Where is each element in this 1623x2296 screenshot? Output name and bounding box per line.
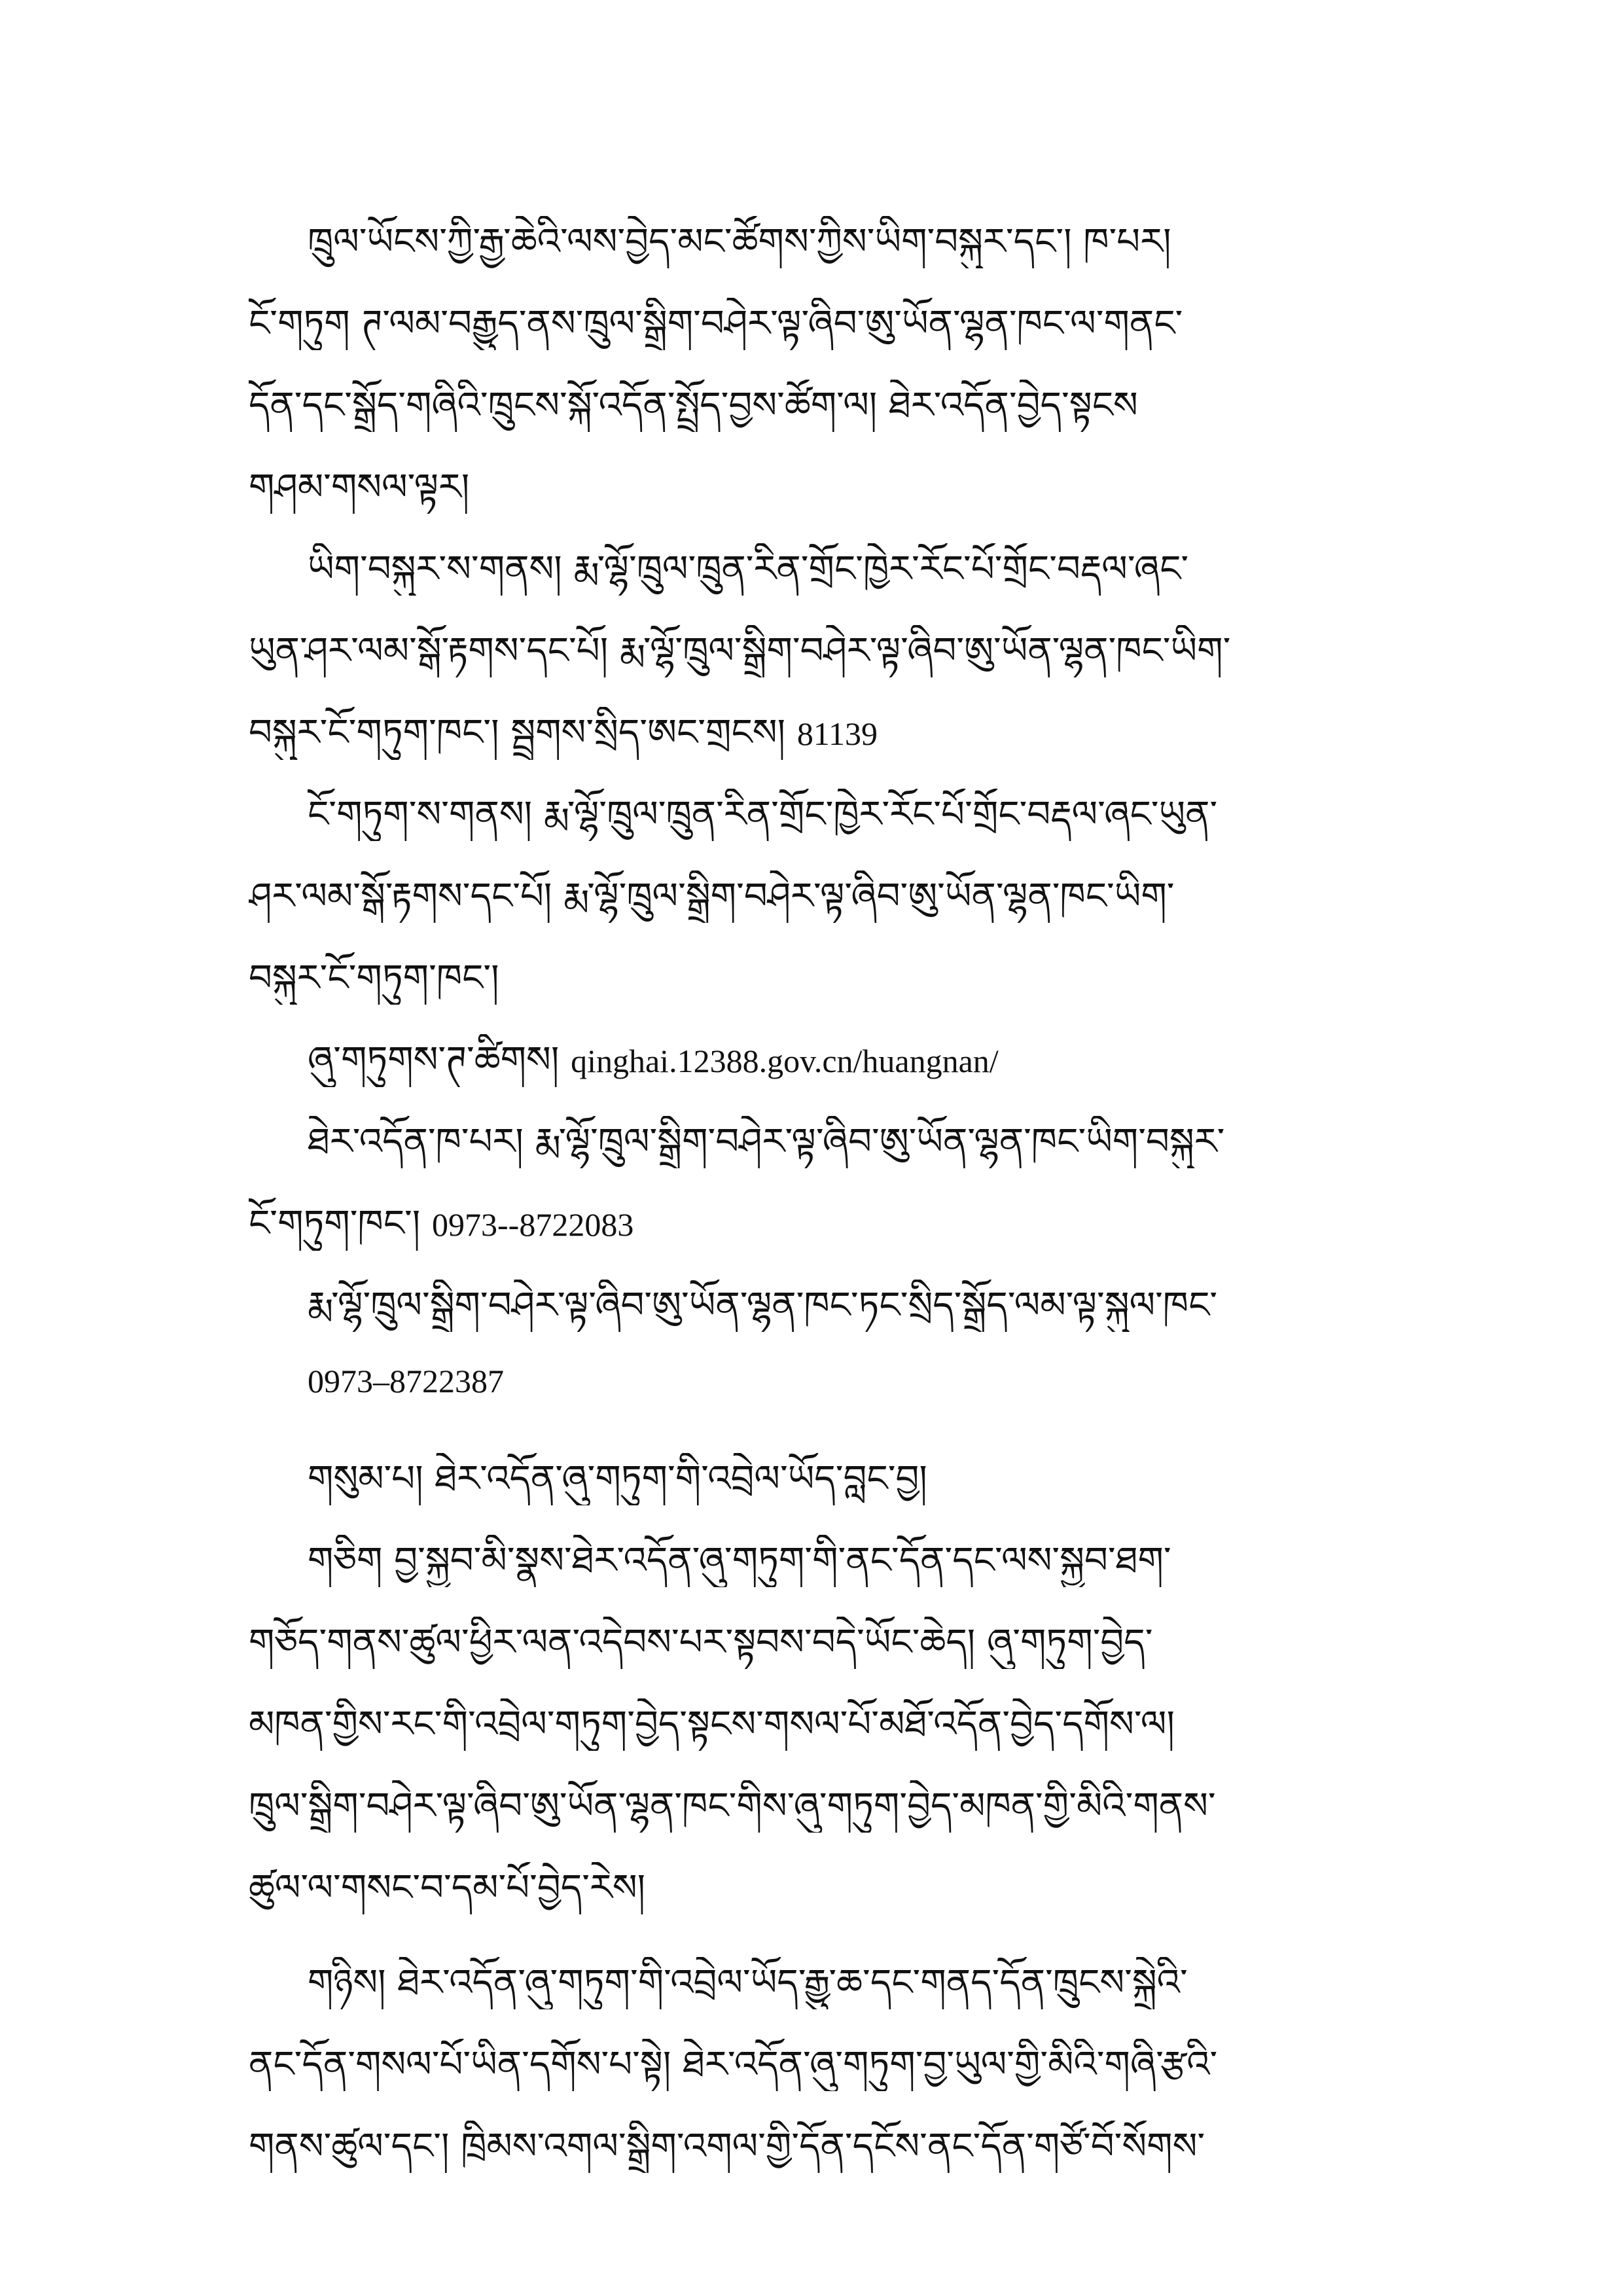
paragraph-line: ཤར་ལམ་སྒོ་རྟགས་དང་པོ། རྨ་ལྷོ་ཁྲུལ་སྒྲིག་བཤེར་ལྟ་ཞིབ་ཨུ་ཡོན་ལྷན་ཁང་ཡིག་ xyxy=(249,875,1175,918)
website-url[interactable]: qinghai.12388.gov.cn/huangnan/ xyxy=(571,1043,999,1079)
paragraph-line: བསྐུར་ངོ་གཏུག་ཁང་། xyxy=(249,957,499,999)
postal-label: བསྐུར་ངོ་གཏུག་ཁང་། སྦྲགས་སྲིད་ཨང་གྲངས། xyxy=(249,711,786,754)
website-line xyxy=(308,1034,1374,1087)
paragraph-line: གཅོད་གནས་ཚུལ་ཕྱིར་ལན་འདེབས་པར་སྟབས་བདེ་ཡོང་ཆེད། ཞུ་གཏུག་བྱེད་ xyxy=(249,1621,1153,1664)
paragraph-line: ཡུན་ཤར་ལམ་སྒོ་རྟགས་དང་པོ། རྨ་ལྷོ་ཁྲུལ་སྒྲིག་བཤེར་ལྟ་ཞིབ་ཨུ་ཡོན་ལྷན་ཁང་ཡིག་ xyxy=(249,630,1231,672)
paragraph-line: ངོ་གཏུག ཊ་ལམ་བརྒྱུད་ནས་ཁྲུལ་སྒྲིག་བཤེར་ལྟ་ཞིབ་ཨུ་ཡོན་ལྷན་ཁང་ལ་གནང་ xyxy=(249,302,1183,345)
postal-line xyxy=(249,707,1374,760)
paragraph-line: རྨ་ལྷོ་ཁྲུལ་སྒྲིག་བཤེར་ལྟ་ཞིབ་ཨུ་ཡོན་ལྷན་ཁང་ཏང་སྲིད་སྒྲོད་ལམ་ལྟ་སྐུལ་ཁང་ xyxy=(308,1284,1218,1327)
paragraph-line: ཚུལ་ལ་གསང་བ་དམ་པོ་བྱེད་རེས། xyxy=(249,1867,646,1909)
paragraph-line: གཤམ་གསལ་ལྟར། xyxy=(249,466,470,509)
paragraph-line: ཁྲུལ་སྒྲིག་བཤེར་ལྟ་ཞིབ་ཨུ་ཡོན་ལྷན་ཁང་གིས་ཞུ་གཏུག་བྱེད་མཁན་གྱི་མིའི་གནས་ xyxy=(249,1785,1216,1827)
phone-number-2: 0973–8722387 xyxy=(308,1363,504,1399)
paragraph-line: དོན་དང་སྒྲོད་གཞིའི་ཁྲུངས་སྐོ་འདོན་སྤྲོད་བྱས་ཚོག་ལ། ཐེར་འདོན་བྱེད་སྟངས xyxy=(249,384,1138,427)
paragraph-line: ཐེར་འདོན་ཁ་པར། རྨ་ལྷོ་ཁྲུལ་སྒྲིག་བཤེར་ལྟ་ཞིབ་ཨུ་ཡོན་ལྷན་ཁང་ཡིག་བསྐུར་ xyxy=(308,1121,1225,1163)
paragraph-line: གནས་ཚུལ་དང་། ཁྲིམས་འགལ་སྒྲིག་འགལ་གྱི་དོན་དངོས་ནང་དོན་གཙོ་བོ་སོགས་ xyxy=(249,2125,1205,2168)
paragraph-line: ཡིག་བསྐུར་ས་གནས། རྨ་ལྷོ་ཁྲུལ་ཁྲུན་རིན་གྲོང་ཁྱེར་རོང་པོ་གྲོང་བརྡལ་ཞང་ xyxy=(308,548,1189,590)
website-label: ཞུ་གཏུགས་ཊ་ཚིགས། xyxy=(308,1039,560,1081)
paragraph-line: གཅིག བྱ་སྐྱབ་མི་སྣས་ཐེར་འདོན་ཞུ་གཏུག་གི་ནང་དོན་དང་ལས་སྐྱབ་ཐག་ xyxy=(308,1539,1171,1582)
phone-line xyxy=(249,1198,1374,1251)
postal-code: 81139 xyxy=(796,715,878,752)
section-heading: གསུམ་པ། ཐེར་འདོན་ཞུ་གཏུག་གི་འབྲེལ་ཡོད་བླང་བྱ། xyxy=(308,1458,927,1500)
paragraph-line: ནང་དོན་གསལ་པོ་ཡིན་དགོས་པ་སྟེ། ཐེར་འདོན་ཞུ་གཏུག་བྱ་ཡུལ་གྱི་མིའི་གཞི་རྩའི་ xyxy=(249,2043,1218,2086)
paragraph-line: ཁྲུལ་ཡོངས་ཀྱི་རྒྱ་ཆེའི་ལས་བྱེད་མང་ཚོགས་ཀྱིས་ཡིག་བསྐུར་དང་། ཁ་པར། xyxy=(308,221,1171,263)
phone-label: ངོ་གཏུག་ཁང་། xyxy=(249,1202,421,1245)
paragraph-line: གཉིས། ཐེར་འདོན་ཞུ་གཏུག་གི་འབྲེལ་ཡོད་རྒྱུ་ཆ་དང་གནད་དོན་ཁྲུངས་སྐྲེའི་ xyxy=(308,1962,1188,2004)
phone-number-1: 0973--8722083 xyxy=(432,1206,634,1243)
paragraph-line: མཁན་གྱིས་རང་གི་འབྲེལ་གཏུག་བྱེད་སྟངས་གསལ་པོ་མཐོ་འདོན་བྱེད་དགོས་ལ། xyxy=(249,1703,1175,1746)
paragraph-line: ངོ་གཏུག་ས་གནས། རྨ་ལྷོ་ཁྲུལ་ཁྲུན་རིན་གྲོང་ཁྱེར་རོང་པོ་གྲོང་བརྡལ་ཞང་ཡུན་ xyxy=(308,793,1218,836)
